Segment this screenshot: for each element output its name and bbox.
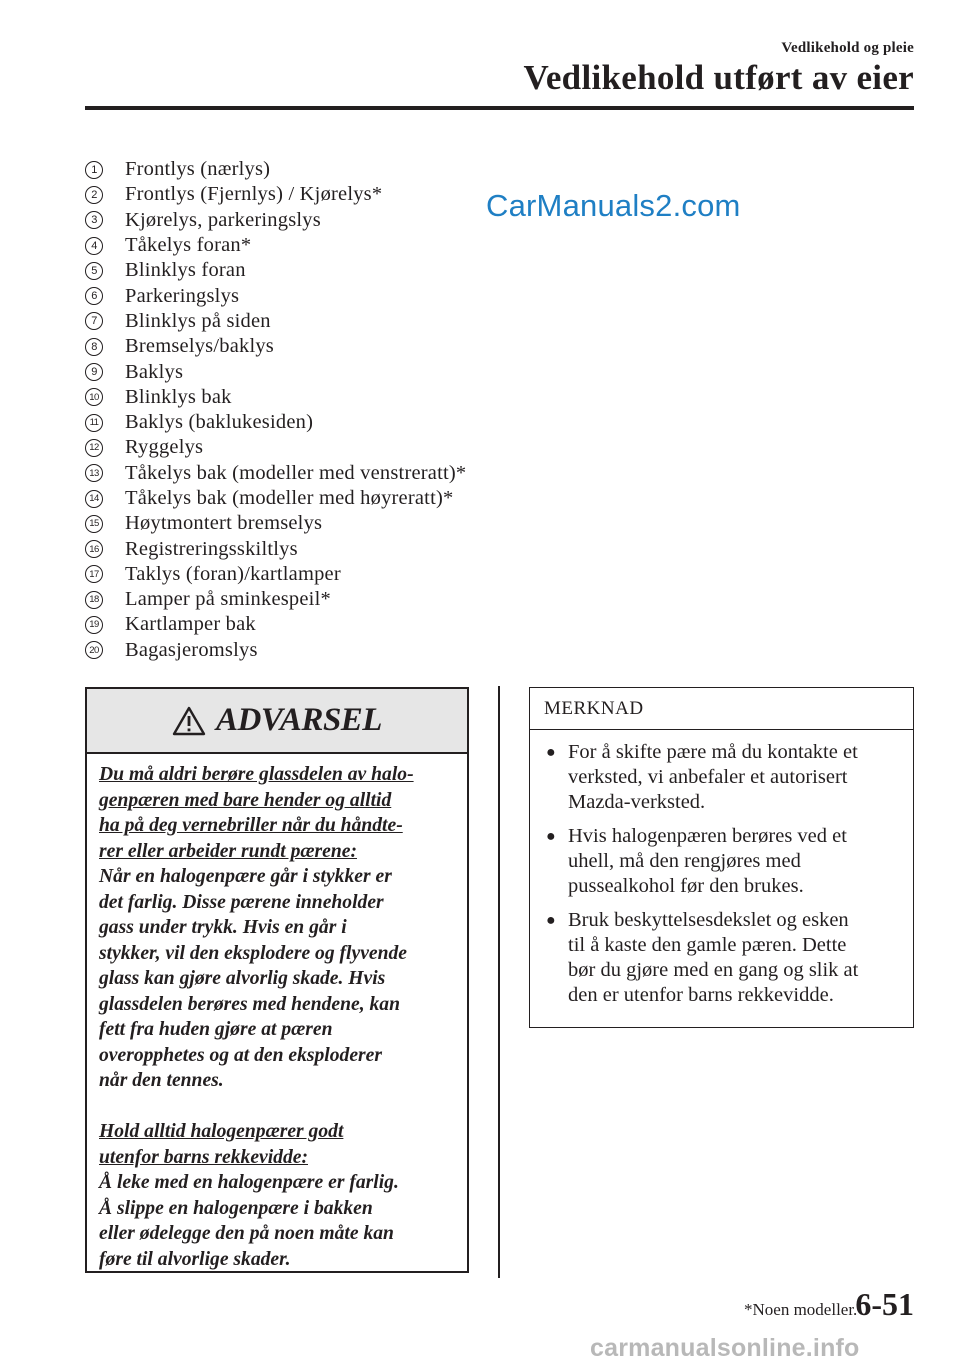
page-number: 6-51 [855,1286,914,1322]
warning-text-line: overopphetes og at den eksploderer [99,1044,382,1066]
note-list [530,730,913,1008]
parts-list-item [85,208,466,233]
paragraph-gap [99,1094,459,1120]
warning-text-line: Når en halogenpære går i stykker er [99,866,392,887]
parts-list-item [85,638,466,663]
note-item-line: Hvis halogenpæren berøres ved et [568,825,847,847]
callout-number-icon: 12 [85,439,103,457]
callout-number-icon: 4 [85,237,103,255]
parts-list-label: Bagasjeromslys [125,638,258,661]
note-item-line: pussealkohol før den brukes. [568,875,804,897]
note-item-line: Mazda-verksted. [568,791,706,813]
callout-number-icon: 18 [85,591,103,609]
bullet-icon: ● [546,828,556,845]
warning-heading-line: utenfor barns rekkevidde: [99,1146,308,1168]
header-divider [85,106,914,110]
warning-title: ADVARSEL [216,702,382,738]
parts-list-label: Baklys (baklukesiden) [125,411,314,434]
parts-list-item [85,258,466,283]
parts-list-label: Tåkelys foran* [125,234,252,257]
parts-list-label: Ryggelys [125,436,204,459]
parts-list-label: Tåkelys bak (modeller med venstreratt)* [125,461,467,484]
callout-number-icon: 5 [85,262,103,280]
warning-text-line: eller ødelegge den på noen måte kan [99,1223,394,1244]
parts-list-item [85,511,466,536]
parts-list-label: Registreringsskiltlys [125,537,298,560]
warning-text-line: fett fra huden gjøre at pæren [99,1019,333,1040]
parts-list-label: Kartlamper bak [125,613,256,636]
bullet-icon: ● [546,744,556,761]
callout-number-icon: 16 [85,540,103,558]
warning-text-line: stykker, vil den eksplodere og flyvende [99,942,407,964]
watermark-top: CarManuals2.com [486,188,741,223]
warning-text-line: når den tennes. [99,1070,224,1091]
warning-text-line: gass under trykk. Hvis en går i [99,917,347,938]
parts-list-label: Baklys [125,360,184,383]
section-title: Vedlikehold og pleie [781,40,914,56]
parts-list-item [85,309,466,334]
parts-list-label: Frontlys (nærlys) [125,158,271,181]
parts-list-label: Lamper på sminkespeil* [125,588,331,611]
callout-number-icon: 7 [85,312,103,330]
parts-list-item [85,410,466,435]
parts-list-label: Parkeringslys [125,284,240,307]
callout-number-icon: 9 [85,363,103,381]
warning-header [87,689,467,754]
note-item-line: verksted, vi anbefaler et autorisert [568,766,848,788]
parts-list-item [85,157,466,182]
parts-list-label: Taklys (foran)/kartlamper [125,562,341,585]
callout-number-icon: 19 [85,616,103,634]
parts-list-label: Kjørelys, parkeringslys [125,208,321,231]
warning-body [87,754,467,1272]
warning-text-line: Å leke med en halogenpære er farlig. [99,1172,399,1193]
warning-heading-line: Hold alltid halogenpærer godt [99,1121,344,1142]
callout-number-icon: 1 [85,161,103,179]
warning-heading-line: ha på deg vernebriller når du håndte- [99,815,403,836]
parts-list-item [85,536,466,561]
parts-list-item [85,562,466,587]
note-item-text [568,824,847,899]
note-item-line: bør du gjøre med en gang og slik at [568,959,859,981]
parts-list-label: Tåkelys bak (modeller med høyreratt)* [125,487,454,509]
parts-list-item [85,182,466,207]
parts-list-item [85,486,466,511]
warning-text-line: føre til alvorlige skader. [99,1248,291,1270]
parts-list-item [85,359,466,384]
warning-heading-line: genpæren med bare hender og alltid [99,789,392,811]
callout-number-icon: 10 [85,388,103,406]
column-divider [498,686,500,1278]
parts-list-label: Frontlys (Fjernlys) / Kjørelys* [125,183,383,206]
callout-number-icon: 2 [85,186,103,204]
parts-list-label: Bremselys/baklys [125,335,274,358]
callout-number-icon: 13 [85,464,103,482]
note-item [546,908,899,1008]
warning-triangle-icon [172,706,206,736]
footnote: *Noen modeller. [744,1300,858,1319]
warning-text-line: glassdelen berøres med hendene, kan [99,993,400,1015]
callout-number-icon: 3 [85,211,103,229]
note-item-line: For å skifte pære må du kontakte et [568,741,858,763]
page-title: Vedlikehold utført av eier [523,58,914,97]
callout-number-icon: 17 [85,565,103,583]
note-box [529,687,914,1028]
callout-number-icon: 15 [85,515,103,533]
parts-list-item [85,385,466,410]
note-title: MERKNAD [530,688,913,730]
warning-text-line: det farlig. Disse pærene inneholder [99,891,384,913]
parts-list-label: Blinklys bak [125,385,232,408]
parts-list-item [85,461,466,486]
callout-number-icon: 6 [85,287,103,305]
parts-list-label: Blinklys på siden [125,309,271,332]
warning-text-line: Å slippe en halogenpære i bakken [99,1197,373,1219]
warning-heading-line: rer eller arbeider rundt pærene: [99,840,357,862]
parts-list-item [85,334,466,359]
note-item-text [568,908,858,1008]
parts-list-item [85,612,466,637]
parts-list [85,157,466,663]
callout-number-icon: 20 [85,641,103,659]
warning-box [85,687,469,1273]
note-item [546,824,899,899]
warning-heading-line: Du må aldri berøre glassdelen av halo- [99,764,414,785]
watermark-bottom: carmanualsonline.info [590,1334,860,1362]
note-item-text [568,740,858,815]
note-item [546,740,899,815]
parts-list-label: Blinklys foran [125,259,246,282]
parts-list-item [85,233,466,258]
callout-number-icon: 11 [85,414,103,432]
warning-text-line: glass kan gjøre alvorlig skade. Hvis [99,968,386,989]
note-item-line: den er utenfor barns rekkevidde. [568,984,834,1006]
parts-list-item [85,283,466,308]
note-item-line: til å kaste den gamle pæren. Dette [568,934,847,956]
callout-number-icon: 8 [85,338,103,356]
parts-list-item [85,587,466,612]
note-item-line: uhell, må den rengjøres med [568,850,801,872]
bullet-icon: ● [546,912,556,929]
parts-list-label: Høytmontert bremselys [125,512,323,535]
callout-number-icon: 14 [85,490,103,508]
note-item-line: Bruk beskyttelsesdekslet og esken [568,909,849,931]
parts-list-item [85,435,466,460]
